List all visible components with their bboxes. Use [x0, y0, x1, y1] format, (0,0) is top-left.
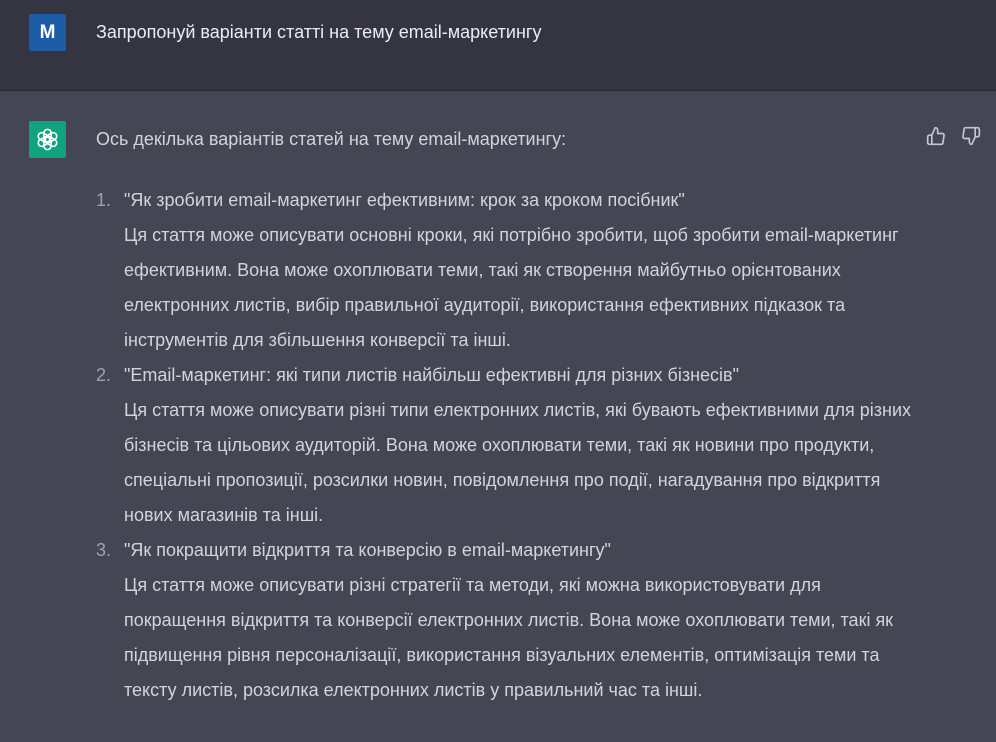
- thumbs-up-button[interactable]: [925, 125, 947, 147]
- assistant-intro-text: Ось декілька варіантів статей на тему email-маркетингу:: [96, 129, 567, 149]
- list-item-description: Ця стаття може описувати різні стратегії та методи, які можна використовувати для покращення відкриття та конверсії електронних листів. Вона може охоплювати теми, такі як підвищення рівня персоналізації, використання візуальних елементів, оптимізація теми та тексту листів, розсилка електронних листів у правильний час та інші.: [124, 575, 894, 700]
- user-message-row: [0, 0, 996, 91]
- user-message-text: Запропонуй варіанти статті на тему email-маркетингу: [96, 22, 542, 42]
- thumbs-down-button[interactable]: [960, 125, 982, 147]
- list-item: [96, 358, 926, 533]
- list-item-title: "Email-маркетинг: які типи листів найбільш ефективні для різних бізнесів": [124, 365, 739, 385]
- list-item-number: 3.: [96, 540, 112, 560]
- list-item-description: Ця стаття може описувати різні типи електронних листів, які бувають ефективними для різних бізнесів та цільових аудиторій. Вона може охоплювати теми, такі як новини про продукти, спеціальні пропозиції, розсилки новин, повідомлення про події, нагадування про відкриття нових магазинів та інші.: [124, 400, 911, 525]
- list-item-number: 2.: [96, 365, 112, 385]
- openai-logo-icon: [34, 126, 61, 153]
- assistant-message-row: [0, 91, 996, 742]
- list-item: [96, 183, 926, 358]
- thumbs-down-icon: [961, 126, 981, 146]
- assistant-avatar: [29, 121, 66, 158]
- list-item-number: 1.: [96, 190, 112, 210]
- list-item-title: "Як зробити email-маркетинг ефективним: крок за кроком посібник": [124, 190, 685, 210]
- thumbs-up-icon: [926, 126, 946, 146]
- list-item-description: Ця стаття може описувати основні кроки, які потрібно зробити, щоб зробити email-маркетинг ефективним. Вона може охоплювати теми, такі як створення майбутньо орієнтованих електронних листів, вибір правильної аудиторії, використання ефективних підказок та інструментів для збільшення конверсії та інші.: [124, 225, 899, 350]
- list-item: [96, 533, 926, 708]
- article-suggestions-list: [96, 183, 926, 708]
- list-item-title: "Як покращити відкриття та конверсію в email-маркетингу": [124, 540, 611, 560]
- user-avatar: M: [29, 14, 66, 51]
